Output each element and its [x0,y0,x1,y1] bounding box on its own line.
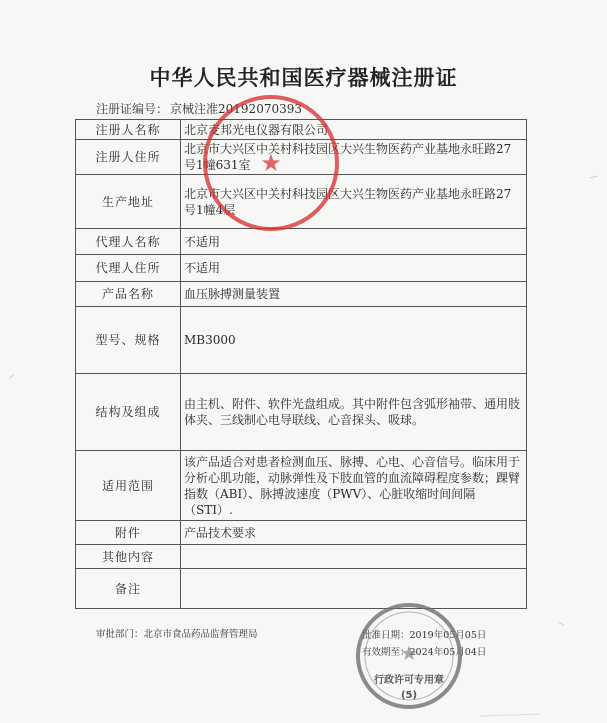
row-label: 注册人住所 [76,140,181,175]
row-value: 由主机、附件、软件光盘组成。其中附件包含弧形袖带、通用肢体夹、三线制心电导联线、心音探头、吸球。 [181,374,527,451]
row-value: 北京麦邦光电仪器有限公司 [181,120,527,140]
approval-date-line [362,627,486,644]
valid-until-label: 有效期至： [362,647,410,658]
row-value: MB3000 [181,307,527,374]
table-row [76,255,527,282]
registration-number-line [96,100,304,117]
row-value [181,569,527,609]
row-value: 该产品适合对患者检测血压、脉搏、心电、心音信号。临床用于分析心肌功能，动脉弹性及下肢血管的血流障碍程度参数；踝臂指数（ABI）、脉搏波速度（PWV）、心脏收缩时间间隔（STI）. [181,451,527,521]
table-row [76,545,527,569]
table-row [76,374,527,451]
approval-date-label: 批准日期： [362,630,410,641]
table-row [76,282,527,307]
approval-department [96,626,258,640]
row-label: 产品名称 [76,282,181,307]
certificate-title: 中华人民共和国医疗器械注册证 [149,66,458,90]
approval-dates [362,627,486,661]
row-value: 不适用 [181,229,527,255]
row-value: 血压脉搏测量装置 [181,282,527,307]
svg-text:★: ★ [260,149,282,177]
row-value: 产品技术要求 [181,521,527,545]
official-seal-label: 行政许可专用章 [374,675,444,686]
table-row [76,229,527,255]
row-value: 不适用 [181,255,527,282]
row-label: 备注 [76,569,181,609]
svg-text:★: ★ [400,641,418,665]
valid-until-date: 2024年05月04日 [409,647,487,658]
official-seal-number: (5) [400,690,418,701]
row-label: 生产地址 [76,175,181,229]
approval-date: 2019年05月05日 [409,630,487,641]
table-row [76,120,527,140]
row-value: 北京市大兴区中关村科技园区大兴生物医药产业基地永旺路27号1幢631室 [181,140,527,175]
approval-department-name: 北京市食品药品监督管理局 [143,629,258,640]
row-label: 结构及组成 [76,374,181,451]
table-row [76,307,527,374]
table-row [76,521,527,545]
row-label: 附件 [76,521,181,545]
approval-department-label: 审批部门： [96,629,144,640]
row-label: 型号、规格 [76,307,181,374]
valid-until-line [362,644,486,661]
row-label: 其他内容 [76,545,181,569]
table-row [76,140,527,175]
row-label: 注册人名称 [76,120,181,140]
certificate-table [75,119,527,609]
table-row [76,175,527,229]
row-value [181,545,527,569]
row-label: 代理人住所 [76,255,181,282]
table-row [76,569,527,609]
row-value: 北京市大兴区中关村科技园区大兴生物医药产业基地永旺路27号1幢4层 [181,175,527,229]
row-label: 代理人名称 [76,229,181,255]
table-row [76,451,527,521]
registration-number: 京械注准20192070393 [170,102,302,116]
registration-number-label: 注册证编号： [96,102,169,116]
row-label: 适用范围 [76,451,181,521]
